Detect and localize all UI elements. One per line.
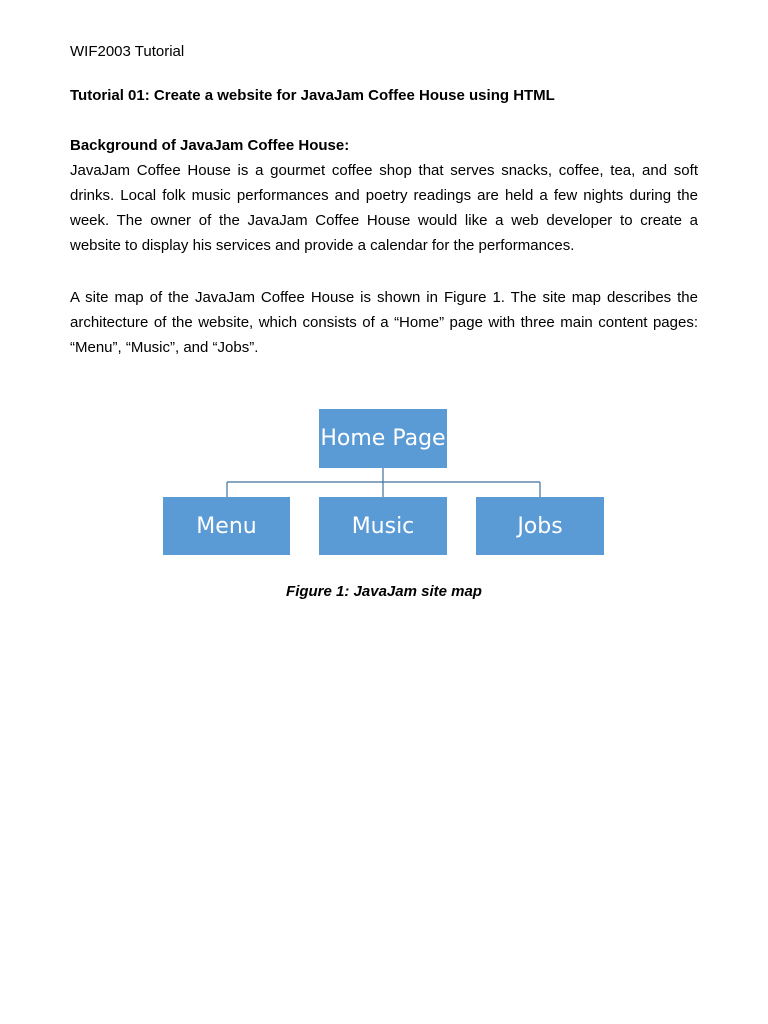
menu-node: Menu	[163, 497, 290, 555]
background-heading: Background of JavaJam Coffee House:	[70, 137, 350, 154]
sitemap-paragraph: A site map of the JavaJam Coffee House is shown in Figure 1. The site map describes the architecture of the website, which consists of a “Home” page with three main content pages: “Menu”, “Music”, and “Jobs”.	[70, 289, 698, 356]
figure-caption: Figure 1: JavaJam site map	[286, 583, 482, 600]
tutorial-title: Tutorial 01: Create a website for JavaJam Coffee House using HTML	[70, 87, 555, 104]
home-page-node: Home Page	[319, 409, 447, 468]
music-node: Music	[319, 497, 447, 555]
jobs-node: Jobs	[476, 497, 604, 555]
background-paragraph: JavaJam Coffee House is a gourmet coffee shop that serves snacks, coffee, tea, and soft drinks. Local folk music performances and poetry readings are held a few nights during the week. The owner of the JavaJam Coffee House would like a web developer to create a website to display his services and provide a calendar for the performances.	[70, 162, 698, 254]
document-header: WIF2003 Tutorial	[70, 43, 185, 60]
